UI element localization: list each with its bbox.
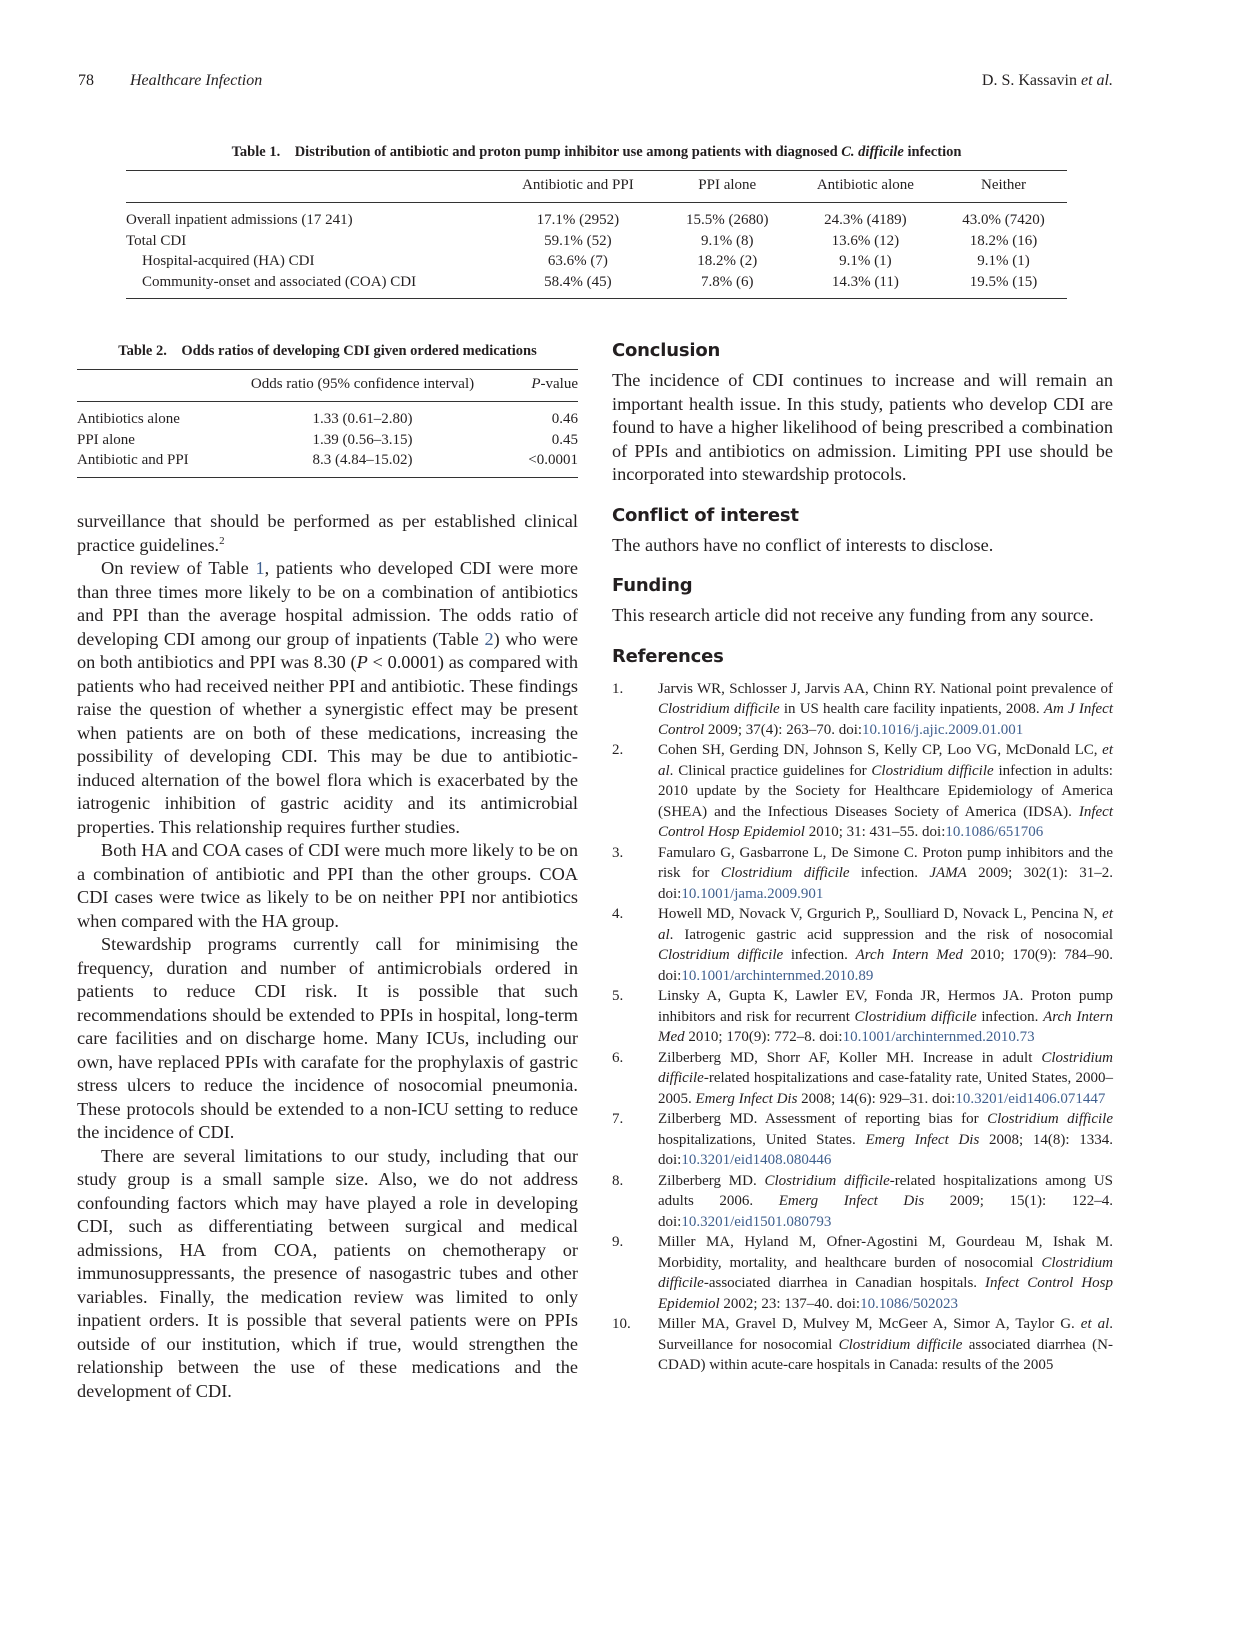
ref-journal: Emerg Infect Dis — [778, 1193, 925, 1209]
reference-number: 7. — [612, 1111, 624, 1127]
table-2-caption-text: Odds ratios of developing CDI given ordered medications — [181, 343, 537, 359]
table-cell: 9.1% (8) — [701, 232, 754, 249]
table-row — [77, 430, 578, 451]
authors-text: D. S. Kassavin — [981, 72, 1077, 89]
table-1-link[interactable]: 1 — [255, 558, 265, 578]
running-authors — [982, 72, 1113, 90]
ref-text: . Surveillance for nosocomial — [658, 1316, 1113, 1353]
paragraph — [77, 557, 578, 839]
ref-italic: Clostridium difficile — [658, 701, 780, 717]
table-cell: PPI alone — [77, 431, 135, 448]
ref-text: Miller MA, Hyland M, Ofner-Agostini M, Gourdeau M, Ishak M. Morbidity, mortality, and healthcare burden of nosocomial — [658, 1234, 1113, 1271]
ref-italic: et al — [1080, 1316, 1110, 1332]
table-cell: 58.4% (45) — [544, 273, 612, 290]
reference-item — [612, 1314, 1113, 1376]
table-2-grid — [77, 369, 578, 478]
paragraph: There are several limitations to our study, including that our study group is a small sample size. Also, we do not address confounding factors which may have played a role in developing CDI, such as differentiating between surgical and medical admissions, HA from COA, patients on chemotherapy or immunosuppressants, the presence of nasogastric tubes and other variables. Finally, the medication review was limited to only inpatient orders. It is possible that several patients were on PPIs outside of our institution, which if true, would strengthen the relationship between the use of these medications and the development of CDI. — [77, 1145, 578, 1401]
doi-link[interactable]: 10.1086/651706 — [945, 824, 1044, 840]
reference-item — [612, 986, 1113, 1048]
table-1 — [126, 144, 1067, 299]
citation-superscript[interactable]: 2 — [219, 534, 225, 547]
page-number: 78 — [78, 72, 94, 89]
table-row — [126, 231, 1067, 252]
ref-text: infection. — [783, 947, 856, 963]
table-cell: 9.1% (1) — [977, 253, 1030, 269]
table-header-row — [77, 370, 578, 402]
table-cell: 15.5% (2680) — [686, 212, 769, 228]
paragraph-text: , patients who developed CDI were more than three times more likely to be on a combination of antibiotics and PPI than the average hospital admission. The odds ratio of developing CDI among our group of inpatients (Table — [77, 558, 578, 649]
doi-link[interactable]: 10.1001/archinternmed.2010.89 — [681, 967, 874, 984]
table-cell: 63.6% (7) — [547, 253, 608, 269]
ref-journal: Arch Intern Med — [855, 947, 963, 963]
table-2 — [77, 343, 578, 478]
table-cell: 18.2% (16) — [969, 232, 1038, 249]
paragraph-text: surveillance that should be performed as per established clinical practice guidelines. — [77, 511, 578, 555]
table-cell: Hospital-acquired (HA) CDI — [142, 253, 315, 269]
table-row — [126, 272, 1067, 299]
table-cell: 59.1% (52) — [544, 232, 612, 249]
reference-number: 5. — [612, 988, 624, 1004]
ref-italic: Clostridium difficile — [764, 1172, 890, 1189]
ref-text: Zilberberg MD, Shorr AF, Koller MH. Increase in adult — [658, 1049, 1042, 1066]
table-cell: Total CDI — [126, 232, 187, 249]
ref-text: associated diarrhea (N-CDAD) within acute-care hospitals in Canada: results of the 2005 — [658, 1336, 1113, 1373]
ref-text: -related hospitalizations among US adults 2006. — [658, 1172, 1113, 1209]
table-row — [77, 450, 578, 477]
p-italic: P — [531, 376, 541, 392]
conflict-heading: Conflict of interest — [612, 504, 799, 526]
ref-text: Cohen SH, Gerding DN, Johnson S, Kelly CP, Loo VG, McDonald LC, — [658, 742, 1103, 758]
ref-text: 2010; 31: 431–55. doi: — [804, 824, 946, 840]
paragraph: Stewardship programs currently call for minimising the frequency, duration and number of antimicrobials ordered in patients to reduce CDI risk. It is possible that such recommendations should be extended to PPIs in hospital, long-term care facilities and on discharge home. Many ICUs, including our own, have replaced PPIs with carafate for the prophylaxis of gastric stress ulcers to reduce the incidence of nosocomial pneumonia. These protocols should be extended to a non-ICU setting to reduce the incidence of CDI. — [77, 934, 578, 1142]
table-1-caption — [126, 144, 1067, 161]
ref-text: hospitalizations, United States. — [658, 1131, 866, 1148]
ref-text: 2010; 170(9): 784–90. doi: — [658, 947, 1113, 984]
p-value-suffix: -value — [540, 376, 578, 392]
conclusion-text: The incidence of CDI continues to increase and will remain an important health issue. In this study, patients who develop CDI are found to have a higher likelihood of being prescribed a combination of PPIs and antibiotics on admission. Limiting PPI use should be incorporated into stewardship protocols. — [612, 370, 1113, 484]
funding-text: This research article did not receive any funding from any source. — [612, 605, 1094, 625]
ref-journal: Am J Infect Control — [658, 701, 1113, 738]
ref-journal: Infect Control Hosp Epidemiol — [658, 1275, 1114, 1312]
table-cell: Community-onset and associated (COA) CDI — [142, 273, 417, 290]
table-cell: 13.6% (12) — [831, 232, 900, 249]
table-2-label: Table 2. — [118, 343, 167, 359]
conflict-text: The authors have no conflict of interests to disclose. — [612, 534, 994, 555]
references-heading: References — [612, 645, 724, 667]
reference-number: 10. — [612, 1316, 631, 1332]
ref-text: 2010; 170(9): 772–8. doi: — [684, 1029, 843, 1045]
ref-journal: Emerg Infect Dis — [695, 1090, 798, 1107]
table-header-cell: Antibiotic alone — [816, 177, 914, 193]
table-header-cell: Antibiotic and PPI — [522, 177, 634, 193]
funding-heading: Funding — [612, 575, 693, 596]
ref-text: Howell MD, Novack V, Grgurich P,, Soulliard D, Novack L, Pencina N, — [658, 906, 1103, 922]
reference-number: 1. — [612, 680, 624, 697]
ref-italic: et al — [658, 742, 1113, 779]
paragraph-text: ) who were on both antibiotics and PPI was 8.30 ( — [77, 628, 578, 672]
table-cell: 7.8% (6) — [701, 273, 754, 290]
ref-text: Zilberberg MD. — [658, 1172, 765, 1189]
ref-text: Linsky A, Gupta K, Lawler EV, Fonda JR, Hermos JA. Proton pump inhibitors and risk for recurrent — [658, 988, 1113, 1025]
table-header-cell — [126, 171, 492, 203]
reference-item — [612, 1232, 1113, 1314]
table-header-cell — [77, 370, 227, 402]
ref-italic: et al — [658, 906, 1113, 943]
table-cell: 43.0% (7420) — [962, 212, 1045, 228]
doi-link[interactable]: 10.3201/eid1501.080793 — [681, 1213, 832, 1230]
ref-text: . Iatrogenic gastric acid suppression and the risk of nosocomial — [669, 926, 1113, 943]
table-1-label: Table 1. — [231, 144, 281, 160]
ref-text: Famularo G, Gasbarrone L, De Simone C. Proton pump inhibitors and the risk for — [658, 844, 1113, 881]
reference-number: 6. — [612, 1049, 624, 1066]
authors-etal: et al. — [1081, 72, 1113, 89]
table-1-caption-text: Distribution of antibiotic and proton pump inhibitor use among patients with diagnosed — [294, 144, 842, 160]
ref-text: 2008; 14(6): 929–31. doi: — [797, 1090, 956, 1107]
ref-italic: Clostridium difficile — [838, 1336, 963, 1353]
ref-italic: Clostridium difficile — [720, 865, 850, 881]
table-cell: 0.46 — [551, 411, 578, 427]
reference-item — [612, 843, 1113, 905]
ref-journal: Infect Control Hosp Epidemiol — [658, 803, 1113, 840]
table-1-caption-end: infection — [903, 144, 962, 160]
doi-link[interactable]: 10.1001/archinternmed.2010.73 — [842, 1029, 1035, 1045]
paragraph-text: < 0.0001) as compared with patients who had received neither PPI and antibiotic. These findings raise the question of whether a synergistic effect may be present when patients are on both of these medications, increasing the possibility of developing CDI. This may be due to antibiotic-induced alternation of the bowel flora which is exacerbated by the iatrogenic inhibition of gastric acidity and its antimicrobial properties. This relationship requires further studies. — [77, 652, 579, 837]
reference-number: 4. — [612, 906, 624, 922]
doi-link[interactable]: 10.1001/jama.2009.901 — [681, 885, 824, 902]
table-header-row — [126, 171, 1067, 203]
table-cell: 9.1% (1) — [839, 253, 892, 269]
table-cell: 17.1% (2952) — [536, 212, 620, 228]
table-2-link[interactable]: 2 — [484, 628, 494, 649]
reference-number: 2. — [612, 742, 624, 758]
ref-text: infection. — [976, 1008, 1044, 1025]
reference-number: 3. — [612, 844, 624, 861]
ref-text: 2009; 37(4): 263–70. doi: — [704, 721, 863, 738]
table-header-cell: PPI alone — [698, 177, 757, 193]
ref-italic: Clostridium difficile — [658, 1049, 1113, 1086]
ref-text: 2009; 302(1): 31–2. doi: — [658, 865, 1113, 902]
ref-text: in US health care facility inpatients, 2008. — [779, 701, 1044, 717]
ref-italic: Clostridium difficile — [658, 1254, 1113, 1291]
body-right-column — [612, 340, 1113, 1376]
ref-text: infection in adults: 2010 update by the Society for Healthcare Epidemiology of America (SHEA) and the Infectious Diseases Society of America (IDSA). — [658, 762, 1113, 820]
ref-text: . Clinical practice guidelines for — [669, 762, 872, 779]
reference-number: 8. — [612, 1172, 624, 1189]
ref-journal: Emerg Infect Dis — [865, 1131, 980, 1148]
reference-item — [612, 1048, 1113, 1110]
reference-item — [612, 1109, 1113, 1171]
ref-text: 2009; 15(1): 122–4. doi: — [658, 1193, 1113, 1230]
table-cell: Overall inpatient admissions (17 241) — [126, 212, 353, 228]
ref-text: -associated diarrhea in Canadian hospitals. — [703, 1275, 986, 1291]
ref-italic: Clostridium difficile — [854, 1008, 977, 1025]
table-2-caption — [77, 343, 578, 360]
ref-text: 2002; 23: 137–40. doi: — [719, 1295, 861, 1312]
reference-number: 9. — [612, 1234, 624, 1250]
table-cell: 18.2% (2) — [697, 253, 758, 269]
ref-text: infection. — [849, 865, 930, 881]
paragraph — [77, 510, 578, 557]
table-1-grid — [126, 170, 1067, 299]
body-left-column — [77, 510, 578, 1403]
table-cell: 19.5% (15) — [969, 273, 1038, 290]
table-row — [126, 251, 1067, 272]
reference-item — [612, 740, 1113, 843]
ref-text: 2008; 14(8): 1334. doi: — [658, 1131, 1114, 1168]
table-header-cell — [498, 370, 578, 402]
conclusion-heading: Conclusion — [612, 340, 721, 361]
ref-text: Zilberberg MD. Assessment of reporting bias for — [658, 1111, 988, 1127]
table-cell: 1.39 (0.56–3.15) — [312, 431, 413, 448]
ref-journal: JAMA — [929, 865, 967, 881]
reference-list — [612, 679, 1113, 1376]
paragraph: Both HA and COA cases of CDI were much more likely to be on a combination of antibiotic and PPI than the other groups. COA CDI cases were twice as likely to be on neither PPI nor antibiotics when compared with the HA group. — [77, 840, 578, 931]
table-1-caption-italic: C. difficile — [841, 144, 904, 160]
ref-text: Jarvis WR, Schlosser J, Jarvis AA, Chinn RY. National point prevalence of — [658, 680, 1113, 697]
table-cell: 24.3% (4189) — [824, 212, 907, 228]
ref-italic: Clostridium difficile — [871, 762, 994, 779]
reference-item — [612, 904, 1113, 986]
ref-text: Miller MA, Gravel D, Mulvey M, McGeer A, Simor A, Taylor G. — [658, 1316, 1081, 1332]
table-header-cell: Odds ratio (95% confidence interval) — [250, 376, 475, 392]
ref-italic: Clostridium difficile — [987, 1111, 1113, 1127]
paragraph-text: On review of Table — [101, 558, 256, 578]
table-cell: 0.45 — [551, 431, 578, 448]
table-cell: <0.0001 — [528, 452, 578, 468]
table-row — [126, 203, 1067, 231]
table-cell: 8.3 (4.84–15.02) — [312, 452, 413, 468]
doi-link[interactable]: 10.1086/502023 — [860, 1295, 958, 1312]
reference-item — [612, 1171, 1113, 1233]
table-cell: 1.33 (0.61–2.80) — [312, 411, 413, 427]
doi-link[interactable]: 10.3201/eid1406.071447 — [955, 1090, 1106, 1107]
doi-link[interactable]: 10.3201/eid1408.080446 — [681, 1152, 832, 1168]
table-row — [77, 402, 578, 430]
ref-text: -related hospitalizations and case-fatality rate, United States, 2000–2005. — [658, 1070, 1113, 1107]
ref-italic: Clostridium difficile — [658, 947, 784, 963]
reference-item — [612, 679, 1113, 741]
ref-journal: Arch Intern Med — [658, 1008, 1113, 1045]
p-italic: P — [356, 652, 368, 672]
table-cell: Antibiotic and PPI — [77, 452, 189, 468]
table-cell: 14.3% (11) — [831, 273, 899, 290]
doi-link[interactable]: 10.1016/j.ajic.2009.01.001 — [862, 721, 1024, 738]
table-cell: Antibiotics alone — [77, 411, 180, 427]
journal-title: Healthcare Infection — [130, 72, 263, 89]
table-header-cell: Neither — [981, 177, 1027, 193]
